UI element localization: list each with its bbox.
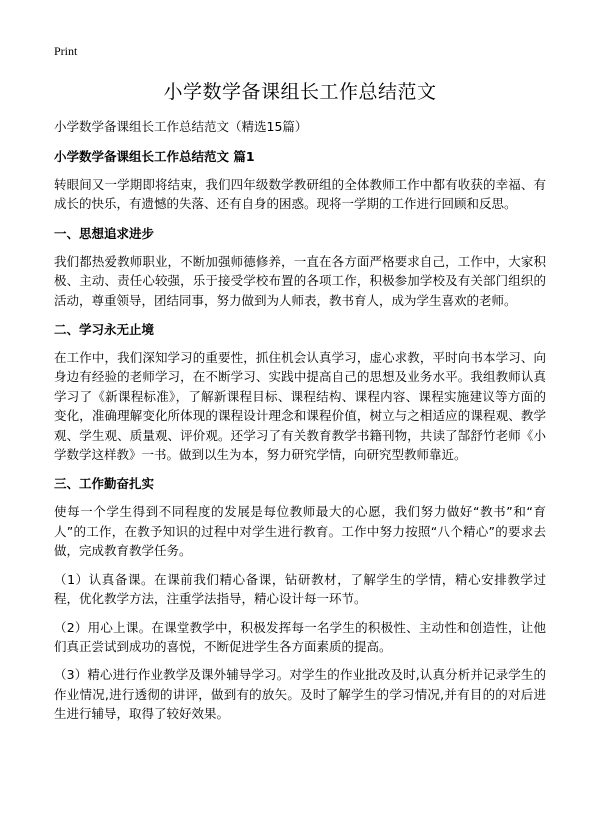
document-body xyxy=(54,118,546,724)
document-subtitle: 小学数学备课组长工作总结范文（精选15篇） xyxy=(54,119,308,134)
list-item-preparation: （1）认真备课。在课前我们精心备课，钻研教材，了解学生的学情，精心安排教学过程，优化教学方法，注重学法指导，精心设计每一环节。 xyxy=(54,571,546,607)
heading-learning: 二、学习永无止境 xyxy=(54,322,155,338)
paragraph-thought: 我们都热爱教师职业，不断加强师德修养，一直在各方面严格要求自己，工作中，大家积极、主动、责任心较强，乐于接受学校布置的各项工作，积极参加学校及有关部门组织的活动，尊重领导，团结同事，努力做到为人师表，教书育人，成为学生喜欢的老师。 xyxy=(54,253,546,308)
paragraph-work: 使每一个学生得到不同程度的发展是每位教师最大的心愿，我们努力做好“教书”和“育人”的工作，在教予知识的过程中对学生进行教育。工作中努力按照“八个精心”的要求去做，完成教育教学任务。 xyxy=(54,504,546,559)
list-item-teaching: （2）用心上课。在课堂教学中，积极发挥每一名学生的积极性、主动性和创造性，让他们真正尝试到成功的喜悦，不断促进学生各方面素质的提高。 xyxy=(54,619,546,654)
paragraph-learning: 在工作中，我们深知学习的重要性，抓住机会认真学习，虚心求教，平时向书本学习、向身边有经验的老师学习，在不断学习、实践中提高自己的思想及业务水平。我组教师认真学习了《新课程标准》，了解新课程目标、课程结构、课程内容、课程实施建议等方面的变化，准确理解变化所体现的课程设计理念和课程价值，树立与之相适应的课程观、教学观、学生观、质量观、评价观。还学习了有关教育教学书籍刊物，共读了郜舒竹老师《小学数学这样教》一书。做到以生为本，努力研究学情，向研究型教师靠近。 xyxy=(54,350,546,463)
intro-paragraph: 转眼间又一学期即将结束，我们四年级数学教研组的全体教师工作中都有收获的幸福、有成长的快乐，有遗憾的失落、还有自身的困惑。现将一学期的工作进行回顾和反思。 xyxy=(54,177,546,212)
section-title: 小学数学备课组长工作总结范文 篇1 xyxy=(54,149,255,164)
heading-thought: 一、思想追求进步 xyxy=(54,225,155,241)
list-item-homework: （3）精心进行作业教学及课外辅导学习。对学生的作业批改及时,认真分析并记录学生的作业情况,进行透彻的讲评，做到有的放矢。及时了解学生的学习情况,并有目的的对后进生进行辅导，取得了较好效果。 xyxy=(54,667,546,722)
heading-work: 三、工作勤奋扎实 xyxy=(54,476,155,492)
print-label: Print xyxy=(54,44,78,58)
document-title: 小学数学备课组长工作总结范文 xyxy=(163,81,437,103)
